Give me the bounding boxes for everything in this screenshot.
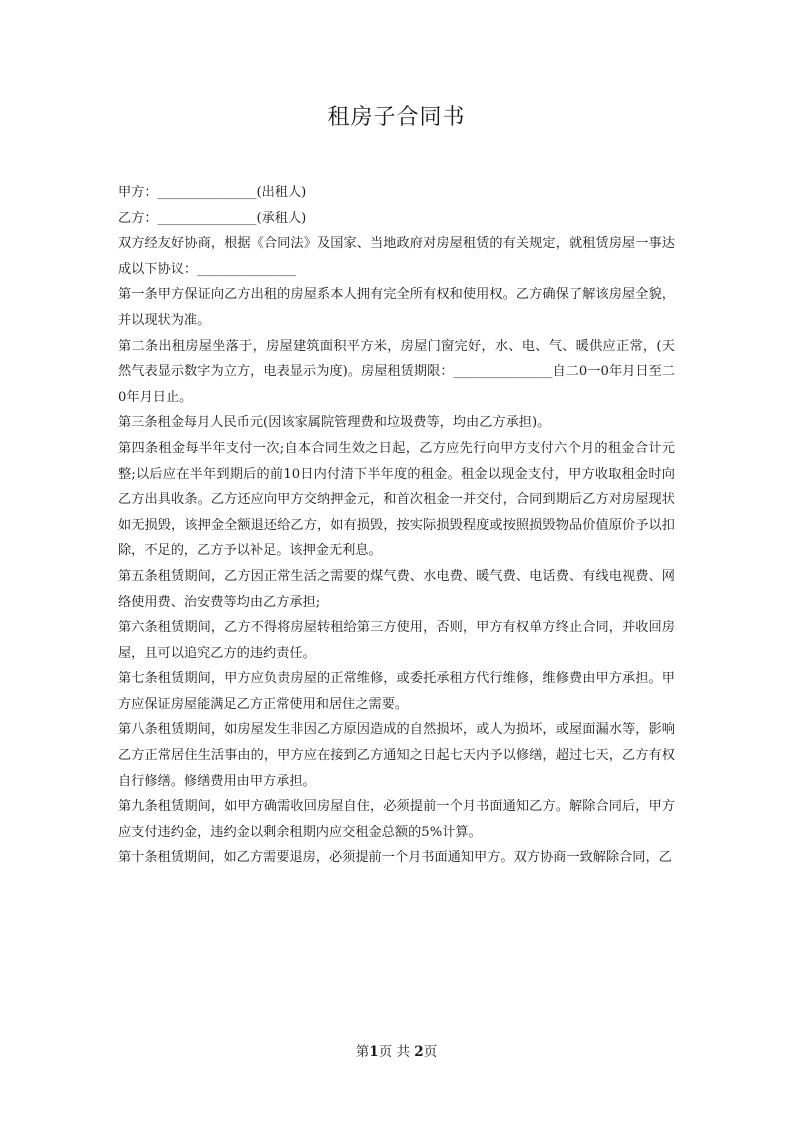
party-b-line: 乙方：_______________(承租人) xyxy=(118,210,307,226)
party-a-line: 甲方：_______________(出租人) xyxy=(118,185,307,200)
clause-1: 第一条甲方保证向乙方出租的房屋系本人拥有完全所有权和使用权。乙方确保了解该房屋全貌，并以现状为准。 xyxy=(118,287,675,328)
total-pages-number: 2 xyxy=(414,1044,424,1060)
page-footer xyxy=(0,1040,793,1060)
clause-9: 第九条租赁期间，如甲方确需收回房屋自住，必须提前一个月书面通知乙方。解除合同后，甲方应支付违约金，违约金以剩余租期内应交租金总额的5%计算。 xyxy=(118,799,675,840)
footer-middle: 页 共 xyxy=(378,1044,415,1060)
clause-8: 第八条租赁期间，如房屋发生非因乙方原因造成的自然损坏，或人为损坏，或屋面漏水等，影响乙方正常居住生活事由的，甲方应在接到乙方通知之日起七天内予以修缮，超过七天，乙方有权自行修缮。修缮费用由甲方承担。 xyxy=(118,722,675,789)
preamble-paragraph: 双方经友好协商，根据《合同法》及国家、当地政府对房屋租赁的有关规定，就租赁房屋一事达成以下协议：_______________ xyxy=(118,236,675,277)
clause-4: 第四条租金每半年支付一次;自本合同生效之日起，乙方应先行向甲方支付六个月的租金合计元整;以后应在半年到期后的前10日内付清下半年度的租金。租金以现金支付，甲方收取租金时向乙方出具收条。乙方还应向甲方交纳押金元，和首次租金一并交付，合同到期后乙方对房屋现状如无损毁，该押金全额退还给乙方，如有损毁，按实际损毁程度或按照损毁物品价值原价予以扣除，不足的，乙方予以补足。该押金无利息。 xyxy=(118,440,675,559)
clause-5: 第五条租赁期间，乙方因正常生活之需要的煤气费、水电费、暖气费、电话费、有线电视费、网络使用费、治安费等均由乙方承担; xyxy=(118,568,675,610)
document-body xyxy=(118,180,675,871)
document-title: 租房子合同书 xyxy=(327,105,466,130)
current-page-number: 1 xyxy=(369,1044,379,1060)
clause-6: 第六条租赁期间，乙方不得将房屋转租给第三方使用，否则，甲方有权单方终止合同，并收回房屋，且可以追究乙方的违约责任。 xyxy=(118,620,675,661)
clause-10: 第十条租赁期间，如乙方需要退房，必须提前一个月书面通知甲方。双方协商一致解除合同，乙 xyxy=(118,850,672,866)
clause-3: 第三条租金每月人民币元(因该家属院管理费和垃圾费等，均由乙方承担)。 xyxy=(118,415,551,431)
clause-2: 第二条出租房屋坐落于，房屋建筑面积平方米，房屋门窗完好，水、电、气、暖供应正常，(天然气表显示数字为立方，电表显示为度)。房屋租赁期限：_______________自二0一0年月日至二0年月日止。 xyxy=(118,338,675,405)
footer-suffix: 页 xyxy=(423,1044,438,1060)
clause-7: 第七条租赁期间，甲方应负责房屋的正常维修，或委托承租方代行维修，维修费由甲方承担。甲方应保证房屋能满足乙方正常使用和居住之需要。 xyxy=(118,671,675,712)
footer-prefix: 第 xyxy=(355,1044,370,1060)
